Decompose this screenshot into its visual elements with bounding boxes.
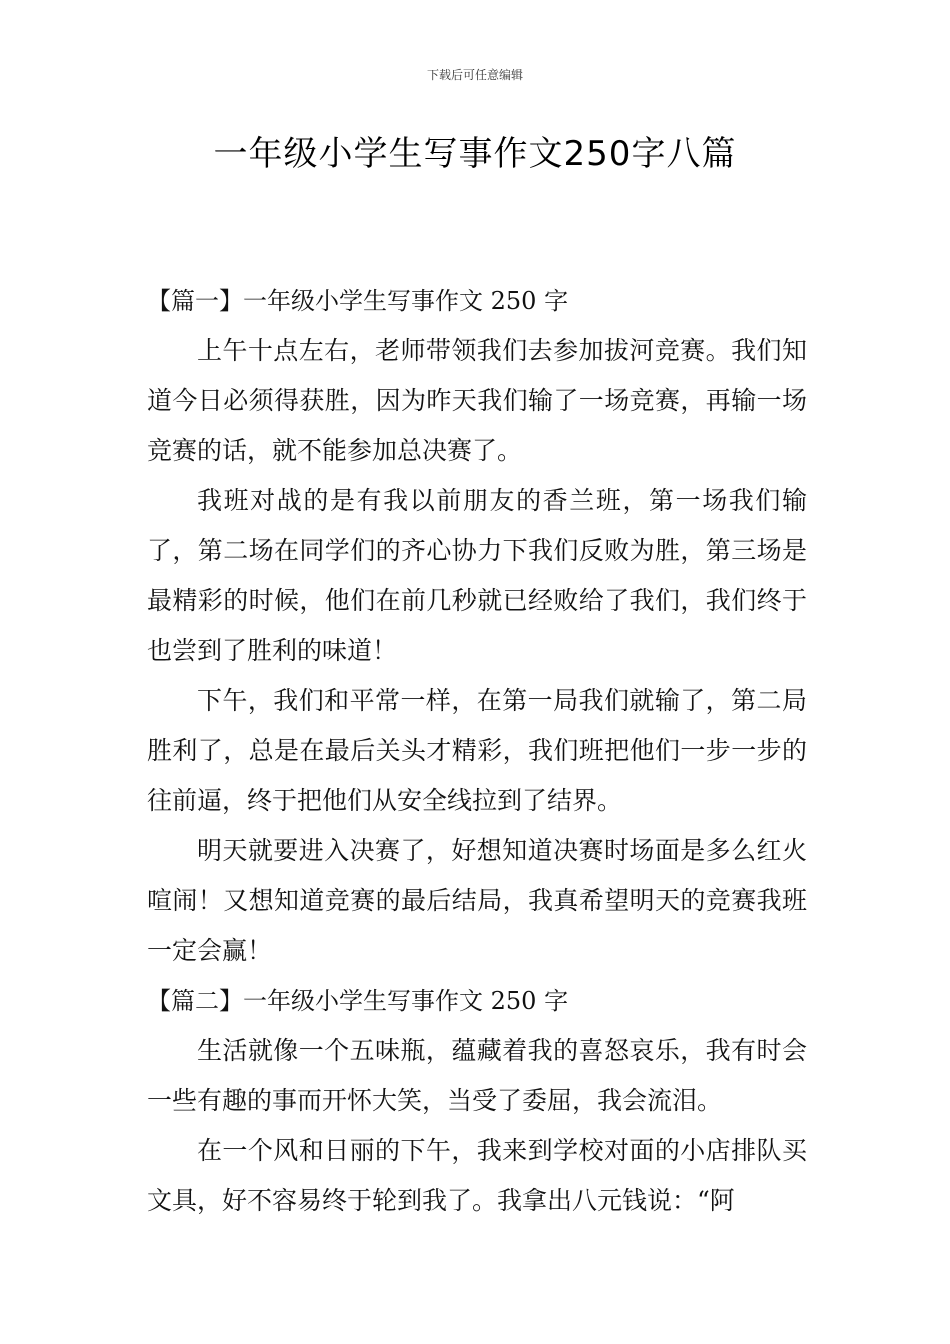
section-heading: 【篇二】一年级小学生写事作文 250 字 <box>147 987 569 1015</box>
header-note: 下载后可任意编辑 <box>426 68 523 82</box>
paragraph: 明天就要进入决赛了，好想知道决赛时场面是多么红火喧闹！又想知道竞赛的最后结局，我真希望明天的竞赛我班一定会赢！ <box>147 836 807 965</box>
paragraph: 我班对战的是有我以前朋友的香兰班，第一场我们输了，第二场在同学们的齐心协力下我们反败为胜，第三场是最精彩的时候，他们在前几秒就已经败给了我们，我们终于也尝到了胜利的味道！ <box>147 486 807 665</box>
section-heading: 【篇一】一年级小学生写事作文 250 字 <box>147 287 569 315</box>
paragraph: 上午十点左右，老师带领我们去参加拔河竞赛。我们知道今日必须得获胜，因为昨天我们输了一场竞赛，再输一场竞赛的话，就不能参加总决赛了。 <box>147 336 807 465</box>
section-1 <box>147 276 807 976</box>
document-body <box>147 276 807 1226</box>
paragraph: 下午，我们和平常一样，在第一局我们就输了，第二局胜利了，总是在最后关头才精彩，我们班把他们一步一步的往前逼，终于把他们从安全线拉到了结界。 <box>147 686 807 815</box>
paragraph: 生活就像一个五味瓶，蕴藏着我的喜怒哀乐，我有时会一些有趣的事而开怀大笑，当受了委屈，我会流泪。 <box>147 1036 807 1115</box>
document-title: 一年级小学生写事作文250字八篇 <box>213 134 737 174</box>
section-2 <box>147 976 807 1226</box>
paragraph: 在一个风和日丽的下午，我来到学校对面的小店排队买文具，好不容易终于轮到我了。我拿出八元钱说：“阿 <box>147 1136 807 1215</box>
